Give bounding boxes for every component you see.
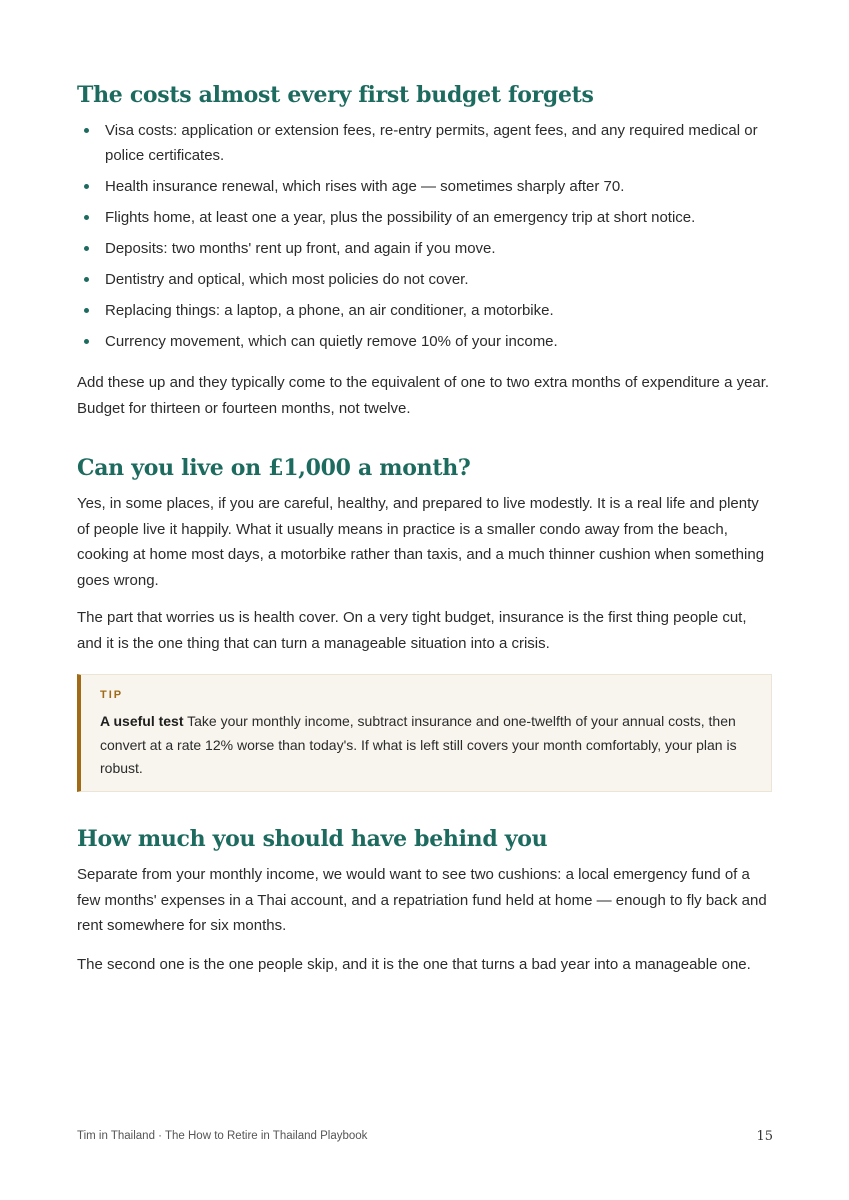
list-item: Flights home, at least one a year, plus the possibility of an emergency trip at short notice. — [77, 205, 772, 230]
body-paragraph: The part that worries us is health cover. On a very tight budget, insurance is the first thing people cut, and it is the one thing that can turn a manageable situation into a crisis. — [77, 609, 747, 652]
list-item: Dentistry and optical, which most policies do not cover. — [77, 267, 772, 292]
body-paragraph: The second one is the one people skip, and it is the one that turns a bad year into a manageable one. — [77, 956, 751, 973]
list-item: Health insurance renewal, which rises with age — sometimes sharply after 70. — [77, 174, 772, 199]
tip-callout — [77, 674, 772, 792]
tip-lead: A useful test — [100, 713, 184, 729]
list-item: Currency movement, which can quietly remove 10% of your income. — [77, 329, 772, 354]
body-paragraph: Yes, in some places, if you are careful, healthy, and prepared to live modestly. It is a real life and plenty of people live it happily. What it usually means in practice is a smaller condo away from the beach, cooking at home most days, a motorbike rather than taxis, and a much thinner cushion when something goes wrong. — [77, 495, 765, 589]
tip-body: Take your monthly income, subtract insurance and one-twelfth of your annual costs, then convert at a rate 12% worse than today's. If what is left still covers your month comfortably, your plan is robust. — [100, 713, 737, 776]
tip-text — [100, 710, 760, 781]
footer-title: Tim in Thailand · The How to Retire in Thailand Playbook — [77, 1130, 368, 1142]
tip-label: TIP — [100, 689, 124, 701]
costs-bullet-list — [77, 118, 772, 360]
list-item: Deposits: two months' rent up front, and again if you move. — [77, 236, 772, 261]
body-paragraph: Separate from your monthly income, we would want to see two cushions: a local emergency fund of a few months' expenses in a Thai account, and a repatriation fund held at home — enough to fly back and rent somewhere for six months. — [77, 866, 767, 934]
page-number: 15 — [756, 1129, 773, 1144]
body-paragraph: Add these up and they typically come to the equivalent of one to two extra months of expenditure a year. Budget for thirteen or fourteen months, not twelve. — [77, 374, 770, 417]
section-heading-savings: How much you should have behind you — [77, 826, 548, 852]
list-item: Replacing things: a laptop, a phone, an air conditioner, a motorbike. — [77, 298, 772, 323]
section-heading-costs: The costs almost every first budget forgets — [77, 82, 594, 108]
section-heading-live-on-1000: Can you live on £1,000 a month? — [77, 455, 471, 481]
list-item: Visa costs: application or extension fees, re-entry permits, agent fees, and any required medical or police certificates. — [77, 118, 772, 168]
